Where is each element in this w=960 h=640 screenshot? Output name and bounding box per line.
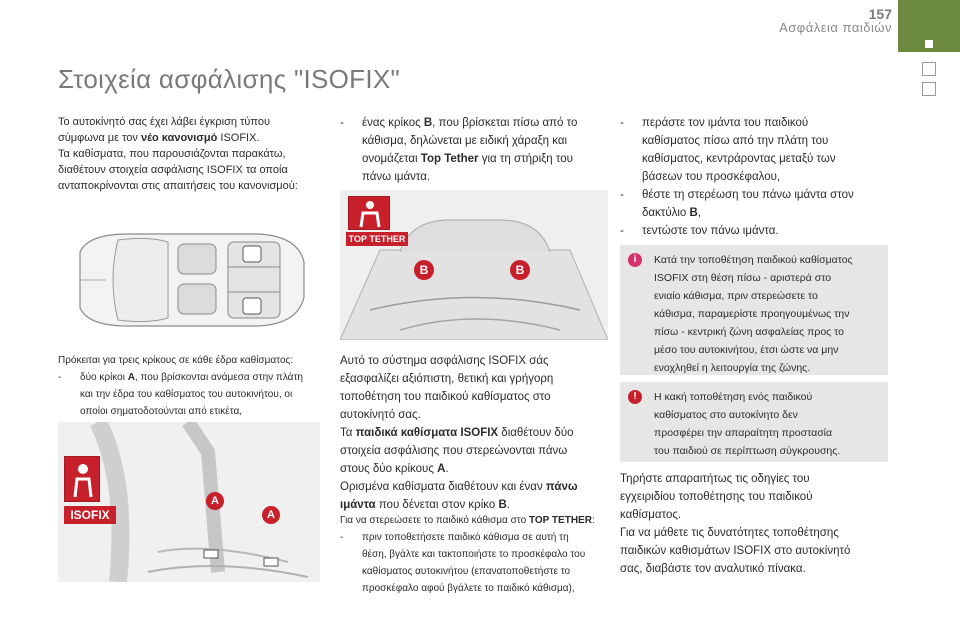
fasten-paragraph: Για να στερεώσετε το παιδικό κάθισμα στο TOP TETHER: - πριν τοποθετήσετε παιδικό κάθισμα σε αυτή τη θέση, βγάλτε και τακτοποιήστε το προσκέφαλο του καθίσματος αυτοκινήτου (επανατοποθετήστε το προσκέφαλο αφού βγάλετε το παιδικό κάθισμα), [340, 515, 595, 594]
top-tether-label: TOP TETHER [346, 232, 408, 246]
car-top-view-drawing [58, 222, 320, 337]
page-title: Στοιχεία ασφάλισης "ISOFIX" [58, 64, 401, 94]
car-top-view-image [58, 222, 320, 337]
top-tether-symbol-icon [348, 196, 390, 230]
closing-paragraph: Τηρήστε απαραιτήτως τις οδηγίες του εγχειριδίου τοποθέτησης του παιδικού καθίσματος. Για να μάθετε τις δυνατότητες τοποθέτησης παιδικών καθισμάτων ISOFIX στο αυτοκίνητό σας, διαβάστε τον αναλυτικό πίνακα. [620, 473, 851, 575]
info-icon: i [628, 253, 642, 267]
section-title: Ασφάλεια παιδιών [779, 20, 892, 35]
ring-b-marker-2: B [510, 260, 530, 280]
page-number: 157 [868, 6, 892, 22]
warning-icon: ! [628, 390, 642, 404]
ring-a-marker-2: A [262, 506, 280, 524]
ring-a-marker-1: A [206, 492, 224, 510]
chapter-tab-box-1 [922, 62, 936, 76]
info-note [620, 245, 888, 375]
top-tether-item: - ένας κρίκος B, που βρίσκεται πίσω από το κάθισμα, δηλώνεται με ειδική χάραξη και ονομάζεται Top Tether για τη στήριξη του πάνω ιμάντα. [340, 117, 578, 183]
rings-paragraph [58, 352, 328, 420]
ring-b-marker-1: B [414, 260, 434, 280]
step-item: - τεντώστε τον πάνω ιμάντα. [620, 225, 779, 237]
step-item: - θέστε τη στερέωση του πάνω ιμάντα στον δακτύλιο B, [620, 189, 854, 219]
isofix-symbol-icon [64, 456, 100, 502]
isofix-label: ISOFIX [64, 506, 116, 524]
system-paragraph: Αυτό το σύστημα ασφάλισης ISOFIX σάς εξασφαλίζει αξιόπιστη, θετική και γρήγορη τοποθέτηση του παιδικού καθίσματος στο αυτοκίνητό σας. Τα παιδικά καθίσματα ISOFIX διαθέτουν δύο στοιχεία ασφάλισης που στερεώνονται πάνω στους δύο κρίκους A. Ορισμένα καθίσματα διαθέτουν και έναν πάνω ιμάντα που δένεται στον κρίκο B. [340, 355, 578, 511]
chapter-tab [898, 0, 960, 52]
warning-note-text: Η κακή τοποθέτηση ενός παιδικού καθίσματος στο αυτοκίνητο δεν προσφέρει την απαραίτητη προστασία του παιδιού σε περίπτωση σύγκρουσης. [654, 391, 841, 457]
info-note-text: Κατά την τοποθέτηση παιδικού καθίσματος ISOFIX στη θέση πίσω - αριστερά στο ενιαίο κάθισμα, πριν στερεώσετε το κάθισμα, παραμερίστε προηγουμένως την πίσω - κεντρική ζώνη ασφαλείας προς το μέσο του αυτοκινήτου, έτσι ώστε να μην ενοχληθεί η λειτουργία της ζώνης. [654, 254, 853, 374]
chapter-tab-box-2 [922, 82, 936, 96]
intro-line: Το αυτοκίνητό σας έχει λάβει έγκριση τύπου [58, 116, 270, 128]
intro-line: σύμφωνα με τον νέο κανονισμό ISOFIX. [58, 132, 260, 144]
tab-marker [925, 40, 933, 48]
step-item: - περάστε τον ιμάντα του παιδικού καθίσματος πίσω από την πλάτη του καθίσματος, κεντράροντας μεταξύ των βάσεων του προσκέφαλου, [620, 117, 836, 183]
warning-note [620, 382, 888, 462]
ring-a-item: - δύο κρίκοι A, που βρίσκονται ανάμεσα στην πλάτη και την έδρα του καθίσματος του αυτοκινήτου, οι οποίοι σηματοδοτούνται από ετικέτα, [58, 372, 303, 417]
isofix-seat-image [58, 422, 320, 582]
intro-line: διαθέτουν στοιχεία ασφάλισης ISOFIX τα οποία [58, 164, 288, 176]
intro-line: ανταποκρίνονται στις απαιτήσεις του κανονισμού: [58, 180, 298, 192]
intro-paragraph [58, 114, 328, 194]
intro-line: Τα καθίσματα, που παρουσιάζονται παρακάτω, [58, 148, 286, 160]
steps-list [620, 114, 890, 240]
rear-interior-image [340, 190, 608, 340]
rings-intro-line: Πρόκειται για τρεις κρίκους σε κάθε έδρα καθίσματος: [58, 355, 294, 366]
